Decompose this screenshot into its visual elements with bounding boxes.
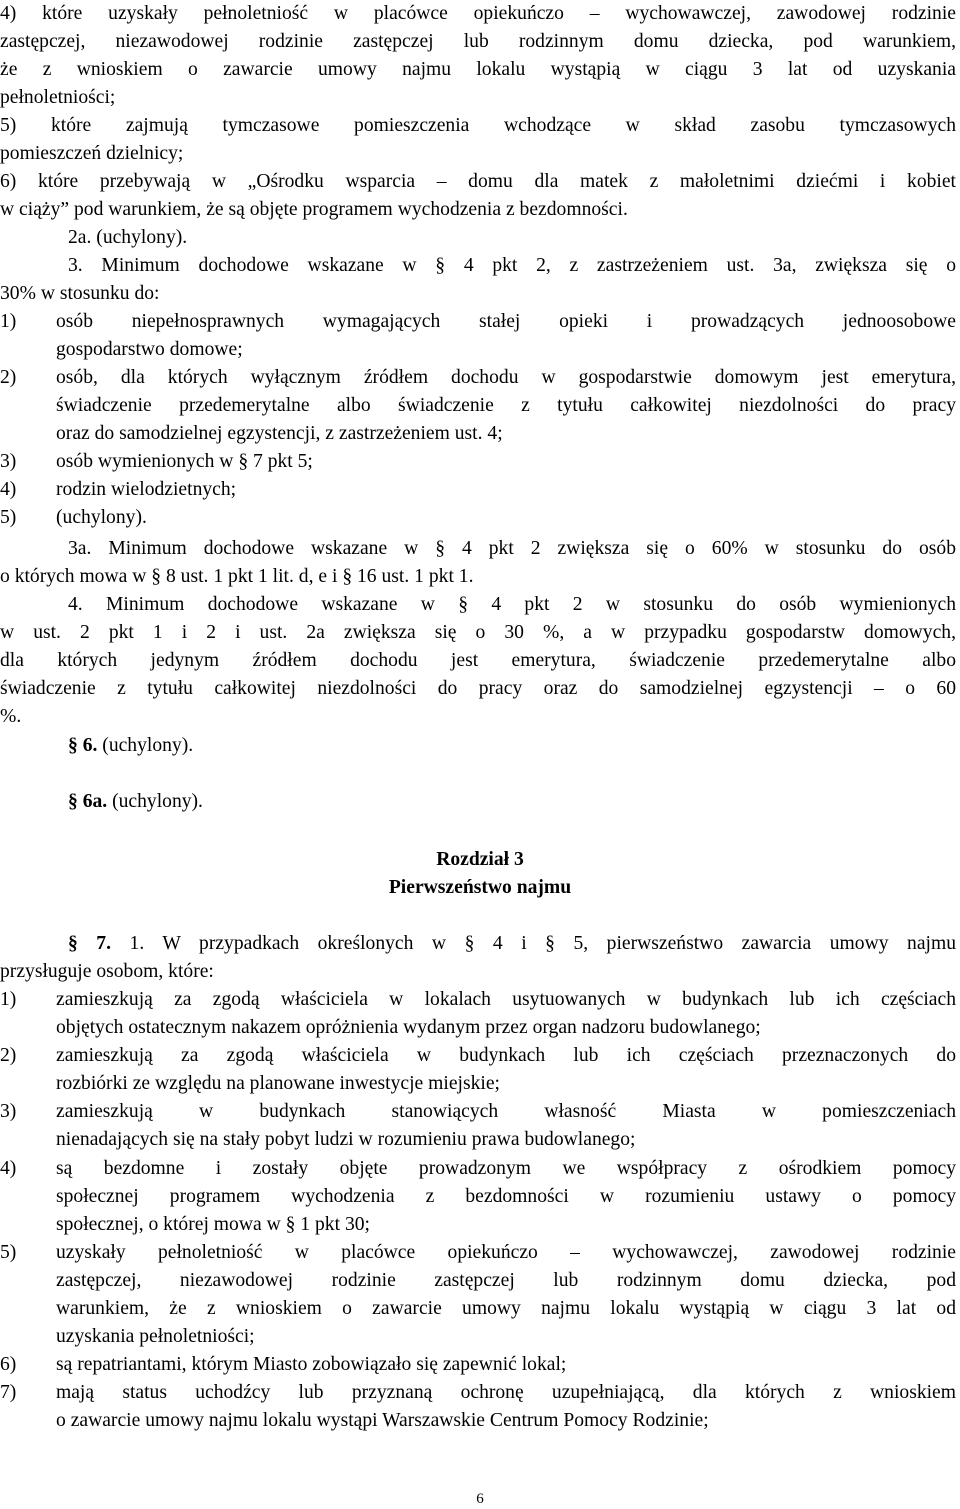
section-number: § 6. [68, 735, 98, 756]
list-item-continuation: nienadających się na stały pobyt ludzi w rozumieniu prawa budowlanego; [56, 1129, 636, 1150]
page-number: 6 [476, 1491, 484, 1507]
list-item [0, 986, 956, 1014]
list-number: 2) [0, 1045, 17, 1066]
text-line: świadczenie z tytułu całkowitej niezdolności do pracy oraz do samodzielnej egzystencji – o 60 [0, 678, 956, 699]
list-item [0, 1239, 956, 1267]
list-number: 3) [0, 451, 17, 472]
chapter-title: Rozdział 3 [436, 849, 524, 870]
list-item [0, 1379, 956, 1407]
list-item-continuation: zastępczej, niezawodowej rodzinie zastępczej lub rodzinnym domu dziecka, pod [56, 1270, 956, 1291]
text-line: zastępczej, niezawodowej rodzinie zastępczej lub rodzinnym domu dziecka, pod warunkiem, [0, 31, 956, 52]
list-number: 6) [0, 1354, 17, 1375]
list-text: zamieszkują w budynkach stanowiących własność Miasta w pomieszczeniach [56, 1101, 956, 1122]
text-line: %. [0, 706, 22, 727]
list-item [0, 364, 956, 392]
list-number: 5) [0, 1242, 17, 1263]
list-text: mają status uchodźcy lub przyznaną ochronę uzupełniającą, dla których z wnioskiem [56, 1382, 956, 1403]
list-text: osób wymienionych w § 7 pkt 5; [56, 451, 313, 472]
list-number: 1) [0, 989, 17, 1010]
list-number: 5) [0, 507, 17, 528]
list-text: rodzin wielodzietnych; [56, 479, 237, 500]
list-item-continuation: o zawarcie umowy najmu lokalu wystąpi Warszawskie Centrum Pomocy Rodzinie; [56, 1410, 709, 1431]
list-number: 1) [0, 311, 17, 332]
text-line: 30% w stosunku do: [0, 283, 160, 304]
list-item [0, 1155, 956, 1183]
text-line: że z wnioskiem o zawarcie umowy najmu lokalu wystąpią w ciągu 3 lat od uzyskania [0, 59, 956, 80]
section-number: § 6a. [68, 791, 108, 812]
section-text: 1. W przypadkach określonych w § 4 i § 5, pierwszeństwo zawarcia umowy najmu [111, 933, 957, 954]
list-number: 2) [0, 367, 17, 388]
list-text: uzyskały pełnoletniość w placówce opiekuńczo – wychowawczej, zawodowej rodzinie [56, 1242, 956, 1263]
list-text: są repatriantami, którym Miasto zobowiązało się zapewnić lokal; [56, 1354, 567, 1375]
list-item [0, 308, 956, 336]
chapter-subtitle: Pierwszeństwo najmu [388, 877, 572, 898]
list-item-continuation: społecznej, o której mowa w § 1 pkt 30; [56, 1214, 370, 1235]
section-text: (uchylony). [107, 791, 203, 812]
list-item-continuation: objętych ostatecznym nakazem opróżnienia wydanym przez organ nadzoru budowlanego; [56, 1017, 761, 1038]
section-7 [68, 930, 956, 958]
section-number: § 7. [68, 933, 112, 954]
text-line: w ust. 2 pkt 1 i 2 i ust. 2a zwiększa się o 30 %, a w przypadku gospodarstw domowych, [0, 622, 956, 643]
list-number: 3) [0, 1101, 17, 1122]
section-text: (uchylony). [97, 735, 194, 756]
list-item-continuation: oraz do samodzielnej egzystencji, z zastrzeżeniem ust. 4; [56, 423, 503, 444]
text-line: dla których jedynym źródłem dochodu jest emerytura, świadczenie przedemerytalne albo [0, 650, 956, 671]
list-text: zamieszkują za zgodą właściciela w lokalach usytuowanych w budynkach lub ich częściach [56, 989, 956, 1010]
list-number: 7) [0, 1382, 17, 1403]
text-line: 4) które uzyskały pełnoletniość w placówce opiekuńczo – wychowawczej, zawodowej rodzinie [0, 3, 956, 24]
list-item-continuation: uzyskania pełnoletniości; [56, 1326, 255, 1347]
list-text: są bezdomne i zostały objęte prowadzonym we współpracy z ośrodkiem pomocy [56, 1158, 956, 1179]
list-item-continuation: gospodarstwo domowe; [56, 339, 243, 360]
list-item [0, 1098, 956, 1126]
list-item [0, 476, 956, 504]
list-item [0, 448, 956, 476]
text-line: przysługuje osobom, które: [0, 961, 214, 982]
text-line: 3. Minimum dochodowe wskazane w § 4 pkt 2, z zastrzeżeniem ust. 3a, zwiększa się o [68, 255, 956, 276]
section-6 [68, 732, 960, 760]
list-text: osób niepełnosprawnych wymagających stałej opieki i prowadzących jednoosobowe [56, 311, 956, 332]
text-line: w ciąży” pod warunkiem, że są objęte programem wychodzenia z bezdomności. [0, 199, 628, 220]
text-line: pełnoletniości; [0, 87, 116, 108]
text-line: pomieszczeń dzielnicy; [0, 143, 184, 164]
list-text: zamieszkują za zgodą właściciela w budynkach lub ich częściach przeznaczonych do [56, 1045, 956, 1066]
list-text: osób, dla których wyłącznym źródłem dochodu w gospodarstwie domowym jest emerytura, [56, 367, 956, 388]
text-line: 5) które zajmują tymczasowe pomieszczenia wchodzące w skład zasobu tymczasowych [0, 115, 956, 136]
list-item-continuation: rozbiórki ze względu na planowane inwestycje miejskie; [56, 1073, 500, 1094]
list-text: (uchylony). [56, 507, 147, 528]
list-item-continuation: warunkiem, że z wnioskiem o zawarcie umowy najmu lokalu wystąpią w ciągu 3 lat od [56, 1298, 956, 1319]
text-line: 6) które przebywają w „Ośrodku wsparcia – domu dla matek z małoletnimi dziećmi i kobiet [0, 171, 956, 192]
list-item-continuation: społecznej programem wychodzenia z bezdomności w rozumieniu ustawy o pomocy [56, 1186, 956, 1207]
list-item-continuation: świadczenie przedemerytalne albo świadczenie z tytułu całkowitej niezdolności do pracy [56, 395, 956, 416]
list-number: 4) [0, 1158, 17, 1179]
text-line: 2a. (uchylony). [68, 227, 188, 248]
list-item [0, 1351, 956, 1379]
list-item [0, 1042, 956, 1070]
section-6a [68, 788, 960, 816]
text-line: 3a. Minimum dochodowe wskazane w § 4 pkt 2 zwiększa się o 60% w stosunku do osób [68, 538, 956, 559]
text-line: o których mowa w § 8 ust. 1 pkt 1 lit. d, e i § 16 ust. 1 pkt 1. [0, 566, 474, 587]
list-number: 4) [0, 479, 17, 500]
list-item [0, 504, 956, 532]
text-line: 4. Minimum dochodowe wskazane w § 4 pkt 2 w stosunku do osób wymienionych [68, 594, 956, 615]
